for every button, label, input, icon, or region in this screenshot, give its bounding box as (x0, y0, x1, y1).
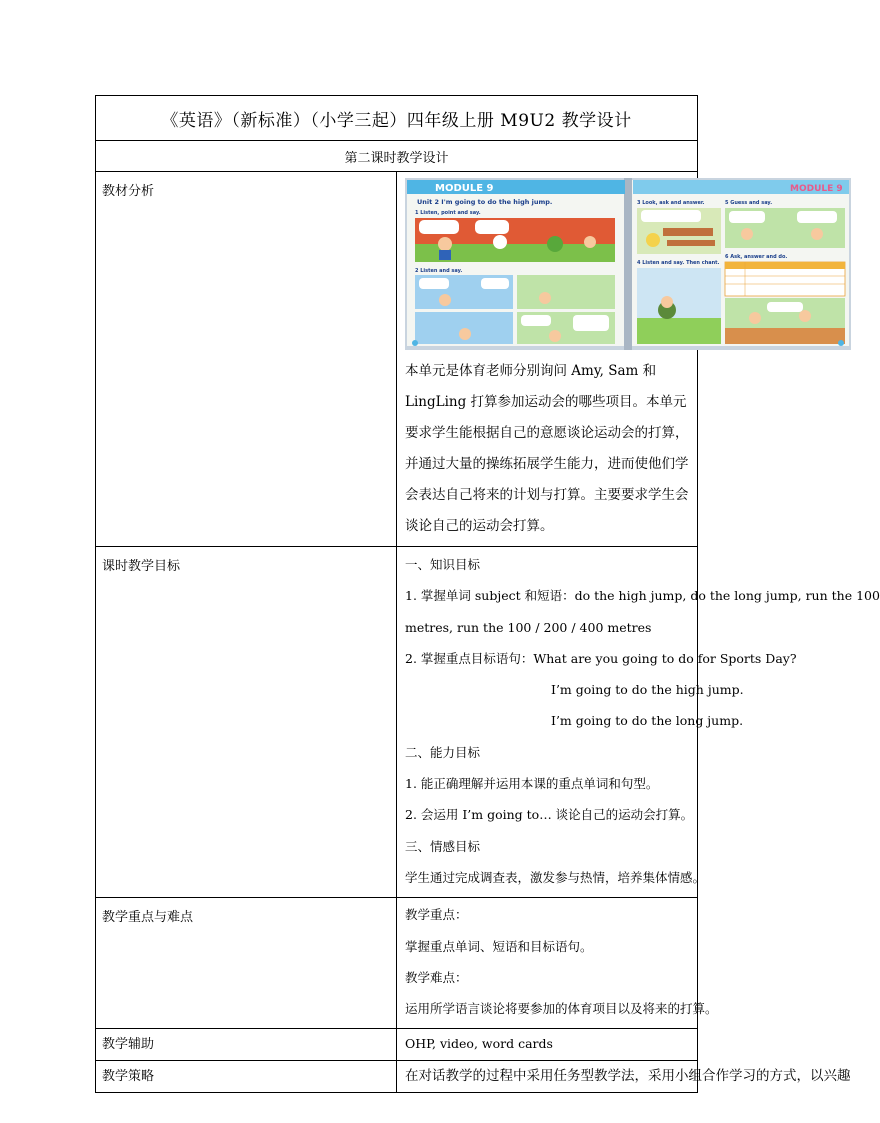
sec5-label: 5 Guess and say. (725, 200, 773, 206)
objectives-line: I’m going to do the high jump. (551, 682, 744, 698)
objectives-content (397, 547, 880, 898)
aids-content (397, 1029, 698, 1061)
sec3-label: 3 Look, ask and answer. (637, 200, 705, 206)
objectives-line: 2. 掌握重点目标语句：What are you going to do for Sports Day? (405, 650, 797, 666)
textbook-page-image (405, 178, 851, 350)
aids-text: OHP, video, word cards (405, 1036, 553, 1052)
aids-label: 教学辅助 (96, 1029, 397, 1061)
objectives-label: 课时教学目标 (96, 547, 397, 898)
row-aids (96, 1029, 698, 1061)
focus-content (397, 898, 718, 1029)
objectives-line: 2. 会运用 I’m going to… 谈论自己的运动会打算。 (405, 807, 694, 823)
objectives-line: 1. 掌握单词 subject 和短语：do the high jump, do the long jump, run the 100 (405, 588, 880, 604)
document-subtitle: 第二课时教学设计 (96, 141, 698, 172)
document-title: 《英语》（新标准）（小学三起）四年级上册 M9U2 教学设计 (96, 96, 698, 141)
analysis-content (397, 172, 843, 547)
sec1-label: 1 Listen, point and say. (415, 210, 481, 216)
sec6-label: 6 Ask, answer and do. (725, 254, 788, 260)
focus-line: 教学难点： (405, 969, 468, 985)
right-module-label: MODULE 9 (790, 184, 843, 194)
sec2-label: 2 Listen and say. (415, 268, 463, 274)
objectives-line: 一、知识目标 (405, 557, 481, 572)
unit-title: Unit 2 I'm going to do the high jump. (417, 198, 553, 206)
strategy-content (397, 1061, 851, 1093)
left-module-label: MODULE 9 (435, 183, 494, 194)
strategy-text: 在对话教学的过程中采用任务型教学法，采用小组合作学习的方式，以兴趣 (405, 1068, 851, 1085)
lesson-plan-table (95, 95, 880, 1093)
objectives-line: 三、情感目标 (405, 838, 481, 854)
row-focus (96, 898, 698, 1029)
sec4-label: 4 Listen and say. Then chant. (637, 260, 720, 266)
objectives-line: 1. 能正确理解并运用本课的重点单词和句型。 (405, 776, 659, 792)
focus-line: 掌握重点单词、短语和目标语句。 (405, 938, 593, 954)
analysis-label: 教材分析 (96, 172, 397, 547)
row-analysis (96, 172, 698, 547)
row-strategy (96, 1061, 698, 1093)
focus-line: 运用所学语言谈论将要参加的体育项目以及将来的打算。 (405, 1001, 718, 1017)
objectives-line: 二、能力目标 (405, 744, 481, 760)
focus-label: 教学重点与难点 (96, 898, 397, 1029)
focus-line: 教学重点： (405, 907, 468, 923)
objectives-line: 学生通过完成调查表，激发参与热情，培养集体情感。 (405, 869, 706, 885)
textbook-spread-illustration (405, 178, 851, 350)
row-objectives (96, 547, 698, 898)
analysis-text: 本单元是体育老师分别询问 Amy, Sam 和 LingLing 打算参加运动会的哪些项目。本单元要求学生能根据自己的意愿谈论运动会的打算，并通过大量的操练拓展学生能力，进而使他们学会表达自己将来的计划与打算。主要要求学生会谈论自己的运动会打算。 (405, 363, 689, 534)
objectives-line: metres, run the 100 / 200 / 400 metres (405, 619, 652, 635)
lesson-plan-page (95, 95, 880, 1093)
objectives-line: I’m going to do the long jump. (551, 713, 744, 729)
strategy-label: 教学策略 (96, 1061, 397, 1093)
